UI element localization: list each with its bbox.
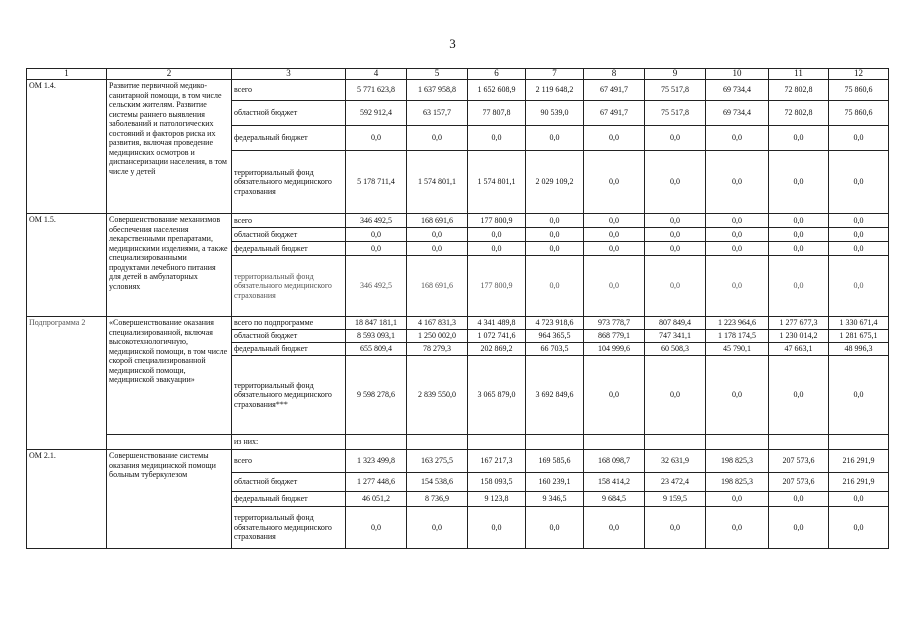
group-code: ОМ 1.4. (27, 80, 107, 214)
amount-cell: 163 275,5 (407, 450, 468, 473)
amount-cell: 0,0 (706, 256, 769, 317)
amount-cell: 1 574 801,1 (407, 151, 468, 214)
amount-cell: 0,0 (645, 228, 706, 242)
amount-cell: 0,0 (346, 507, 407, 549)
amount-cell: 0,0 (584, 356, 645, 435)
amount-cell: 0,0 (645, 356, 706, 435)
amount-cell: 23 472,4 (645, 473, 706, 492)
column-header: 3 (232, 69, 346, 80)
amount-cell: 5 178 711,4 (346, 151, 407, 214)
funding-source: областной бюджет (232, 228, 346, 242)
amount-cell: 0,0 (829, 492, 889, 507)
amount-cell: 1 323 499,8 (346, 450, 407, 473)
amount-cell: 207 573,6 (769, 450, 829, 473)
funding-source: федеральный бюджет (232, 242, 346, 256)
column-header: 9 (645, 69, 706, 80)
amount-cell: 655 809,4 (346, 343, 407, 356)
amount-cell: 0,0 (645, 126, 706, 151)
funding-source: всего (232, 450, 346, 473)
amount-cell: 1 178 174,5 (706, 330, 769, 343)
amount-cell: 216 291,9 (829, 473, 889, 492)
funding-source: всего (232, 80, 346, 101)
amount-cell: 67 491,7 (584, 80, 645, 101)
amount-cell: 216 291,9 (829, 450, 889, 473)
amount-cell: 0,0 (645, 151, 706, 214)
funding-source: областной бюджет (232, 101, 346, 126)
empty-cell (407, 435, 468, 450)
amount-cell: 169 585,6 (526, 450, 584, 473)
funding-source: территориальный фонд обязательного медицинского страхования (232, 151, 346, 214)
amount-cell: 868 779,1 (584, 330, 645, 343)
amount-cell: 2 119 648,2 (526, 80, 584, 101)
amount-cell: 177 800,9 (468, 214, 526, 228)
amount-cell: 0,0 (346, 228, 407, 242)
amount-cell: 1 281 675,1 (829, 330, 889, 343)
amount-cell: 9 598 278,6 (346, 356, 407, 435)
amount-cell: 60 508,3 (645, 343, 706, 356)
funding-source: федеральный бюджет (232, 126, 346, 151)
amount-cell: 0,0 (706, 126, 769, 151)
amount-cell: 75 517,8 (645, 101, 706, 126)
empty-cell (769, 435, 829, 450)
amount-cell: 807 849,4 (645, 317, 706, 330)
amount-cell: 46 051,2 (346, 492, 407, 507)
column-header: 8 (584, 69, 645, 80)
amount-cell: 2 839 550,0 (407, 356, 468, 435)
empty-cell (829, 435, 889, 450)
amount-cell: 1 277 448,6 (346, 473, 407, 492)
amount-cell: 0,0 (769, 242, 829, 256)
group-name: Совершенствование механизмов обеспечения населения лекарственными препаратами, медицинскими изделиями, а также специализированными продуктами лечебного питания для детей в амбулаторных условиях (107, 214, 232, 317)
amount-cell: 168 098,7 (584, 450, 645, 473)
amount-cell: 0,0 (829, 507, 889, 549)
amount-cell: 67 491,7 (584, 101, 645, 126)
amount-cell: 0,0 (407, 126, 468, 151)
amount-cell: 0,0 (706, 242, 769, 256)
amount-cell: 177 800,9 (468, 256, 526, 317)
column-header: 11 (769, 69, 829, 80)
amount-cell: 8 593 093,1 (346, 330, 407, 343)
amount-cell: 198 825,3 (706, 450, 769, 473)
amount-cell: 592 912,4 (346, 101, 407, 126)
amount-cell: 90 539,0 (526, 101, 584, 126)
group-name: «Совершенствование оказания специализированной, включая высокотехнологичную, медицинской помощи, в том числе скорой специализированной медицинской помощи, медицинской эвакуации» (107, 317, 232, 435)
empty-cell (706, 435, 769, 450)
amount-cell: 0,0 (584, 151, 645, 214)
amount-cell: 202 869,2 (468, 343, 526, 356)
amount-cell: 3 692 849,6 (526, 356, 584, 435)
funding-source: федеральный бюджет (232, 343, 346, 356)
empty-cell (107, 435, 232, 450)
amount-cell: 0,0 (584, 242, 645, 256)
amount-cell: 66 703,5 (526, 343, 584, 356)
funding-source: территориальный фонд обязательного медицинского страхования*** (232, 356, 346, 435)
funding-source: территориальный фонд обязательного медицинского страхования (232, 507, 346, 549)
group-name: Развитие первичной медико-санитарной помощи, в том числе сельским жителям. Развитие системы раннего выявления заболеваний и патологических состояний и факторов риска их развития, включая проведение медицинских осмотров и диспансеризации населения, в том числе у детей (107, 80, 232, 214)
amount-cell: 69 734,4 (706, 80, 769, 101)
amount-cell: 0,0 (526, 256, 584, 317)
group-code: ОМ 1.5. (27, 214, 107, 317)
amount-cell: 0,0 (706, 228, 769, 242)
column-header: 5 (407, 69, 468, 80)
budget-table (26, 68, 889, 549)
amount-cell: 0,0 (706, 356, 769, 435)
amount-cell: 0,0 (706, 492, 769, 507)
amount-cell: 18 847 181,1 (346, 317, 407, 330)
amount-cell: 0,0 (407, 242, 468, 256)
amount-cell: 207 573,6 (769, 473, 829, 492)
amount-cell: 48 996,3 (829, 343, 889, 356)
amount-cell: 0,0 (584, 214, 645, 228)
funding-source: областной бюджет (232, 473, 346, 492)
amount-cell: 973 778,7 (584, 317, 645, 330)
amount-cell: 5 771 623,8 (346, 80, 407, 101)
amount-cell: 0,0 (769, 256, 829, 317)
page-number: 3 (449, 36, 456, 51)
empty-cell (526, 435, 584, 450)
amount-cell: 1 574 801,1 (468, 151, 526, 214)
amount-cell: 45 790,1 (706, 343, 769, 356)
note-row (27, 435, 889, 450)
amount-cell: 9 159,5 (645, 492, 706, 507)
amount-cell: 167 217,3 (468, 450, 526, 473)
amount-cell: 0,0 (706, 507, 769, 549)
amount-cell: 0,0 (769, 228, 829, 242)
amount-cell: 4 167 831,3 (407, 317, 468, 330)
amount-cell: 0,0 (468, 507, 526, 549)
amount-cell: 0,0 (769, 214, 829, 228)
amount-cell: 0,0 (645, 256, 706, 317)
amount-cell: 0,0 (407, 228, 468, 242)
amount-cell: 0,0 (346, 242, 407, 256)
table-row (27, 214, 889, 228)
amount-cell: 3 065 879,0 (468, 356, 526, 435)
amount-cell: 158 093,5 (468, 473, 526, 492)
amount-cell: 0,0 (829, 242, 889, 256)
funding-source: федеральный бюджет (232, 492, 346, 507)
amount-cell: 32 631,9 (645, 450, 706, 473)
amount-cell: 0,0 (468, 228, 526, 242)
amount-cell: 1 637 958,8 (407, 80, 468, 101)
amount-cell: 4 723 918,6 (526, 317, 584, 330)
amount-cell: 0,0 (829, 126, 889, 151)
amount-cell: 75 517,8 (645, 80, 706, 101)
amount-cell: 0,0 (407, 507, 468, 549)
amount-cell: 198 825,3 (706, 473, 769, 492)
amount-cell: 0,0 (645, 507, 706, 549)
table-row (27, 450, 889, 473)
amount-cell: 9 123,8 (468, 492, 526, 507)
amount-cell: 1 250 002,0 (407, 330, 468, 343)
funding-source: областной бюджет (232, 330, 346, 343)
amount-cell: 0,0 (645, 242, 706, 256)
amount-cell: 1 072 741,6 (468, 330, 526, 343)
amount-cell: 0,0 (706, 214, 769, 228)
amount-cell: 1 277 677,3 (769, 317, 829, 330)
amount-cell: 69 734,4 (706, 101, 769, 126)
column-header: 7 (526, 69, 584, 80)
amount-cell: 47 663,1 (769, 343, 829, 356)
amount-cell: 0,0 (584, 507, 645, 549)
amount-cell: 160 239,1 (526, 473, 584, 492)
amount-cell: 0,0 (526, 242, 584, 256)
amount-cell: 0,0 (769, 126, 829, 151)
amount-cell: 158 414,2 (584, 473, 645, 492)
amount-cell: 1 230 014,2 (769, 330, 829, 343)
amount-cell: 1 330 671,4 (829, 317, 889, 330)
amount-cell: 8 736,9 (407, 492, 468, 507)
amount-cell: 78 279,3 (407, 343, 468, 356)
empty-cell (346, 435, 407, 450)
amount-cell: 0,0 (468, 242, 526, 256)
amount-cell: 0,0 (769, 356, 829, 435)
amount-cell: 168 691,6 (407, 256, 468, 317)
column-header: 4 (346, 69, 407, 80)
amount-cell: 0,0 (829, 256, 889, 317)
column-header: 10 (706, 69, 769, 80)
amount-cell: 0,0 (468, 126, 526, 151)
amount-cell: 0,0 (829, 356, 889, 435)
note-label: из них: (232, 435, 346, 450)
amount-cell: 9 684,5 (584, 492, 645, 507)
column-header: 2 (107, 69, 232, 80)
amount-cell: 0,0 (584, 126, 645, 151)
funding-source: всего (232, 214, 346, 228)
amount-cell: 0,0 (346, 126, 407, 151)
amount-cell: 75 860,6 (829, 80, 889, 101)
amount-cell: 77 807,8 (468, 101, 526, 126)
table-row (27, 317, 889, 330)
amount-cell: 0,0 (526, 228, 584, 242)
amount-cell: 0,0 (829, 228, 889, 242)
amount-cell: 1 652 608,9 (468, 80, 526, 101)
column-header: 12 (829, 69, 889, 80)
amount-cell: 0,0 (829, 214, 889, 228)
amount-cell: 168 691,6 (407, 214, 468, 228)
amount-cell: 72 802,8 (769, 101, 829, 126)
amount-cell: 4 341 489,8 (468, 317, 526, 330)
amount-cell: 0,0 (584, 228, 645, 242)
amount-cell: 0,0 (645, 214, 706, 228)
header-row (27, 69, 889, 80)
table-row (27, 80, 889, 101)
funding-source: всего по подпрограмме (232, 317, 346, 330)
amount-cell: 0,0 (706, 151, 769, 214)
amount-cell: 75 860,6 (829, 101, 889, 126)
amount-cell: 0,0 (526, 214, 584, 228)
amount-cell: 63 157,7 (407, 101, 468, 126)
amount-cell: 1 223 964,6 (706, 317, 769, 330)
empty-cell (584, 435, 645, 450)
empty-cell (645, 435, 706, 450)
amount-cell: 747 341,1 (645, 330, 706, 343)
amount-cell: 9 346,5 (526, 492, 584, 507)
empty-cell (468, 435, 526, 450)
amount-cell: 0,0 (769, 507, 829, 549)
column-header: 1 (27, 69, 107, 80)
group-code: ОМ 2.1. (27, 450, 107, 549)
amount-cell: 104 999,6 (584, 343, 645, 356)
amount-cell: 2 029 109,2 (526, 151, 584, 214)
amount-cell: 346 492,5 (346, 214, 407, 228)
group-name: Совершенствование системы оказания медицинской помощи больным туберкулезом (107, 450, 232, 549)
column-header: 6 (468, 69, 526, 80)
amount-cell: 0,0 (769, 151, 829, 214)
amount-cell: 0,0 (769, 492, 829, 507)
amount-cell: 964 365,5 (526, 330, 584, 343)
amount-cell: 0,0 (829, 151, 889, 214)
amount-cell: 0,0 (584, 256, 645, 317)
amount-cell: 72 802,8 (769, 80, 829, 101)
amount-cell: 346 492,5 (346, 256, 407, 317)
amount-cell: 154 538,6 (407, 473, 468, 492)
group-code: Подпрограмма 2 (27, 317, 107, 450)
amount-cell: 0,0 (526, 126, 584, 151)
funding-source: территориальный фонд обязательного медицинского страхования (232, 256, 346, 317)
amount-cell: 0,0 (526, 507, 584, 549)
